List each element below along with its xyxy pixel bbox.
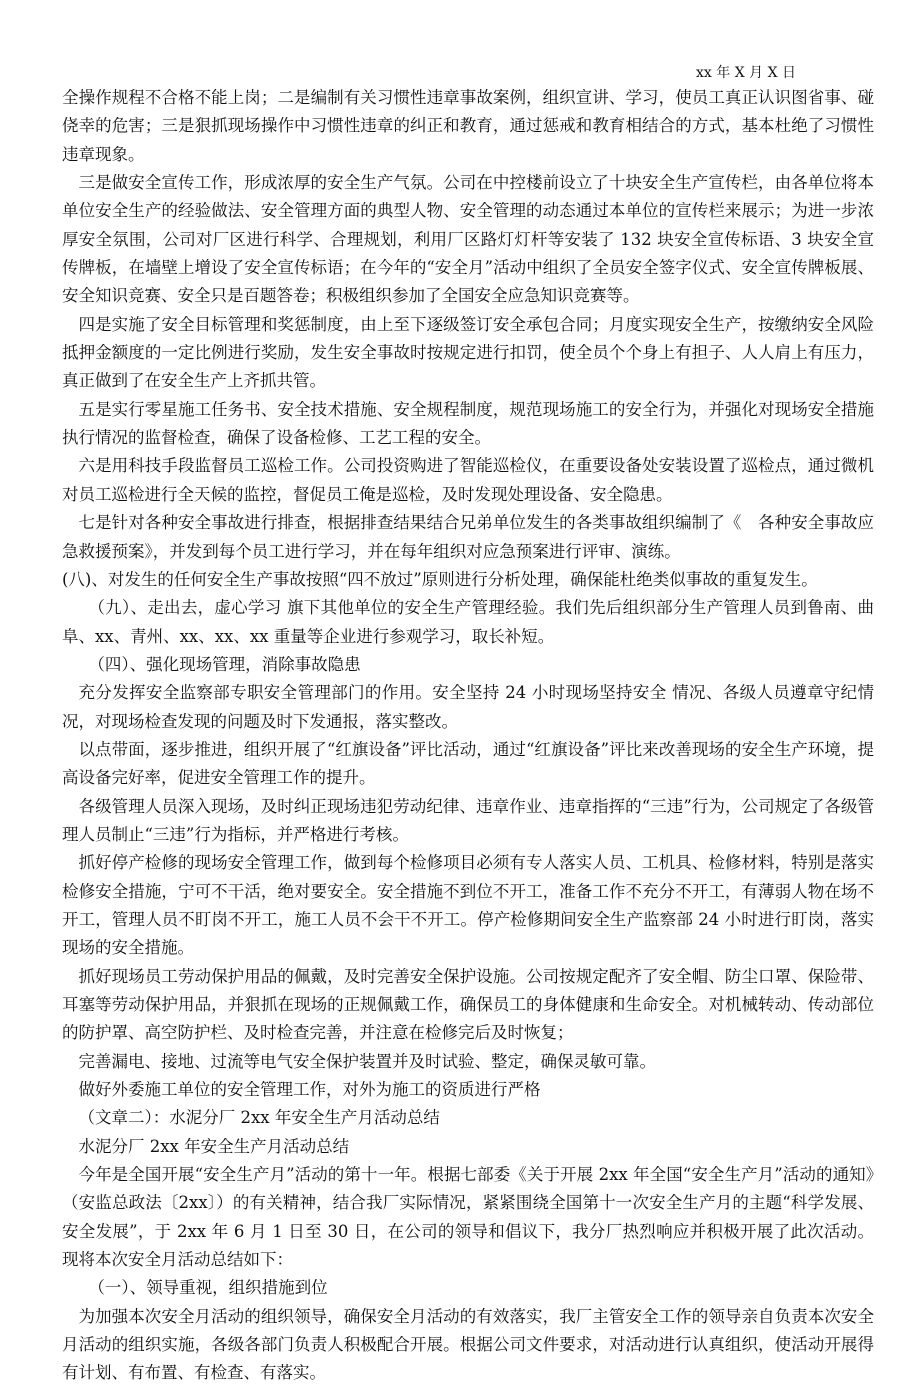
paragraph-construction-tasks: 五是实行零星施工任务书、安全技术措施、安全规程制度，规范现场施工的安全行为，并强化对现场安全措施执行情况的监督检查，确保了设备检修、工艺工程的安全。 — [62, 399, 874, 448]
paragraph-accident-analysis: (八)、对发生的任何安全生产事故按照“四不放过”原则进行分析处理，确保能杜绝类似事故的重复发生。 — [62, 569, 818, 589]
article-two-label: （文章二）：水泥分厂 2xx 年安全生产月活动总结 — [78, 1108, 440, 1128]
paragraph-leadership: 为加强本次安全月活动的组织领导，确保安全月活动的有效落实，我厂主管安全工作的领导亲自负责本次安全月活动的组织实施，各级各部门负责人积极配合开展。根据公司文件要求，对活动进行认真组织，使活动开展得有计划、有布置、有检查、有落实。 — [62, 1306, 874, 1383]
paragraph-electrical-protection: 完善漏电、接地、过流等电气安全保护装置并及时试验、整定，确保灵敏可靠。 — [78, 1051, 656, 1071]
article-two-title: 水泥分厂 2xx 年安全生产月活动总结 — [78, 1136, 350, 1156]
paragraph-emergency-plans: 七是针对各种安全事故进行排查，根据排查结果结合兄弟单位发生的各类事故组织编制了《 各种安全事故应急救援预案》，并发到每个员工进行学习，并在每年组织对应急预案进行评审、演练。 — [62, 513, 874, 561]
paragraph-safety-month-intro: 今年是全国开展“安全生产月”活动的第十一年。根据七部委《关于开展 2xx 年全国“安全生产月”活动的通知》（安监总政法〔2xx〕）的有关精神，结合我厂实际情况，紧紧围绕全国第十一次安全生产月的主题“科学发展、安全发展”，于 2xx 年 6 月 1 日至 30 日，在公司的领导和倡议下，我分厂热烈响应并积极开展了此次活动。现将本次安全月活动总结如下： — [62, 1165, 874, 1270]
paragraph-supervision-department: 充分发挥安全监察部专职安全管理部门的作用。安全坚持 24 小时现场坚持安全 情况、各级人员遵章守纪情况，对现场检查发现的问题及时下发通报，落实整改。 — [62, 683, 874, 731]
paragraph-target-management: 四是实施了安全目标管理和奖惩制度，由上至下逐级签订安全承包合同；月度实现安全生产，按缴纳安全风险抵押金额度的一定比例进行奖励，发生安全事故时按规定进行扣罚，使全员个个身上有担子、人人肩上有压力，真正做到了在安全生产上齐抓共管。 — [62, 314, 874, 391]
header-date: xx 年 X 月 X 日 — [696, 65, 796, 81]
paragraph-protective-equipment: 抓好现场员工劳动保护用品的佩戴，及时完善安全保护设施。公司按规定配齐了安全帽、防尘口罩、保险带、耳塞等劳动保护用品，并狠抓在现场的正规佩戴工作，确保员工的身体健康和生命安全。对机械转动、传动部位的防护罩、高空防护栏、及时检查完善，并注意在检修完后及时恢复； — [62, 966, 874, 1043]
paragraph-patrol-technology: 六是用科技手段监督员工巡检工作。公司投资购进了智能巡检仪，在重要设备处安装设置了巡检点，通过微机对员工巡检进行全天候的监控，督促员工俺是巡检，及时发现处理设备、安全隐患。 — [62, 456, 874, 504]
paragraph-three-violations: 各级管理人员深入现场，及时纠正现场违犯劳动纪律、违章作业、违章指挥的“三违”行为，公司规定了各级管理人员制止“三违”行为指标，并严格进行考核。 — [62, 796, 874, 844]
section-heading-site-management: （四）、强化现场管理，消除事故隐患 — [88, 654, 361, 674]
section-heading-leadership: （一）、领导重视，组织措施到位 — [88, 1278, 328, 1298]
paragraph-learning-visits: （九）、走出去，虚心学习 旗下其他单位的安全生产管理经验。我们先后组织部分生产管理人员到鲁南、曲阜、xx、青州、xx、xx、xx 重量等企业进行参观学习，取长补短。 — [62, 598, 874, 646]
document-body — [62, 84, 874, 1388]
paragraph-publicity: 三是做安全宣传工作，形成浓厚的安全生产气氛。公司在中控楼前设立了十块安全生产宣传栏，由各单位将本单位安全生产的经验做法、安全管理方面的典型人物、安全管理的动态通过本单位的宣传栏来展示；为进一步浓厚安全氛围，公司对厂区进行科学、合理规划，利用厂区路灯灯杆等安装了 132 块安全宣传标语、3 块安全宣传牌板，在墙壁上增设了安全宣传标语；在今年的“安全月”活动中组织了全员安全签字仪式、安全宣传牌板展、安全知识竞赛、安全只是百题答卷；积极组织参加了全国安全应急知识竞赛等。 — [62, 173, 874, 306]
paragraph-red-flag-equipment: 以点带面，逐步推进，组织开展了“红旗设备”评比活动，通过“红旗设备”评比来改善现场的安全生产环境，提高设备完好率，促进安全管理工作的提升。 — [62, 739, 874, 788]
paragraph-outsourced-construction: 做好外委施工单位的安全管理工作，对外为施工的资质进行严格 — [78, 1080, 541, 1100]
paragraph-shutdown-maintenance: 抓好停产检修的现场安全管理工作，做到每个检修项目必须有专人落实人员、工机具、检修材料，特别是落实检修安全措施，宁可不干活，绝对要安全。安全措施不到位不开工，准备工作不充分不开工，有薄弱人物在场不开工，管理人员不盯岗不开工，施工人员不会干不开工。停产检修期间安全生产监察部 24 小时进行盯岗，落实现场的安全措施。 — [62, 853, 874, 958]
paragraph-continuation: 全操作规程不合格不能上岗；二是编制有关习惯性违章事故案例，组织宣讲、学习，使员工真正认识图省事、碰侥幸的危害；三是狠抓现场操作中习惯性违章的纠正和教育，通过惩戒和教育相结合的方式，基本杜绝了习惯性违章现象。 — [62, 88, 874, 164]
